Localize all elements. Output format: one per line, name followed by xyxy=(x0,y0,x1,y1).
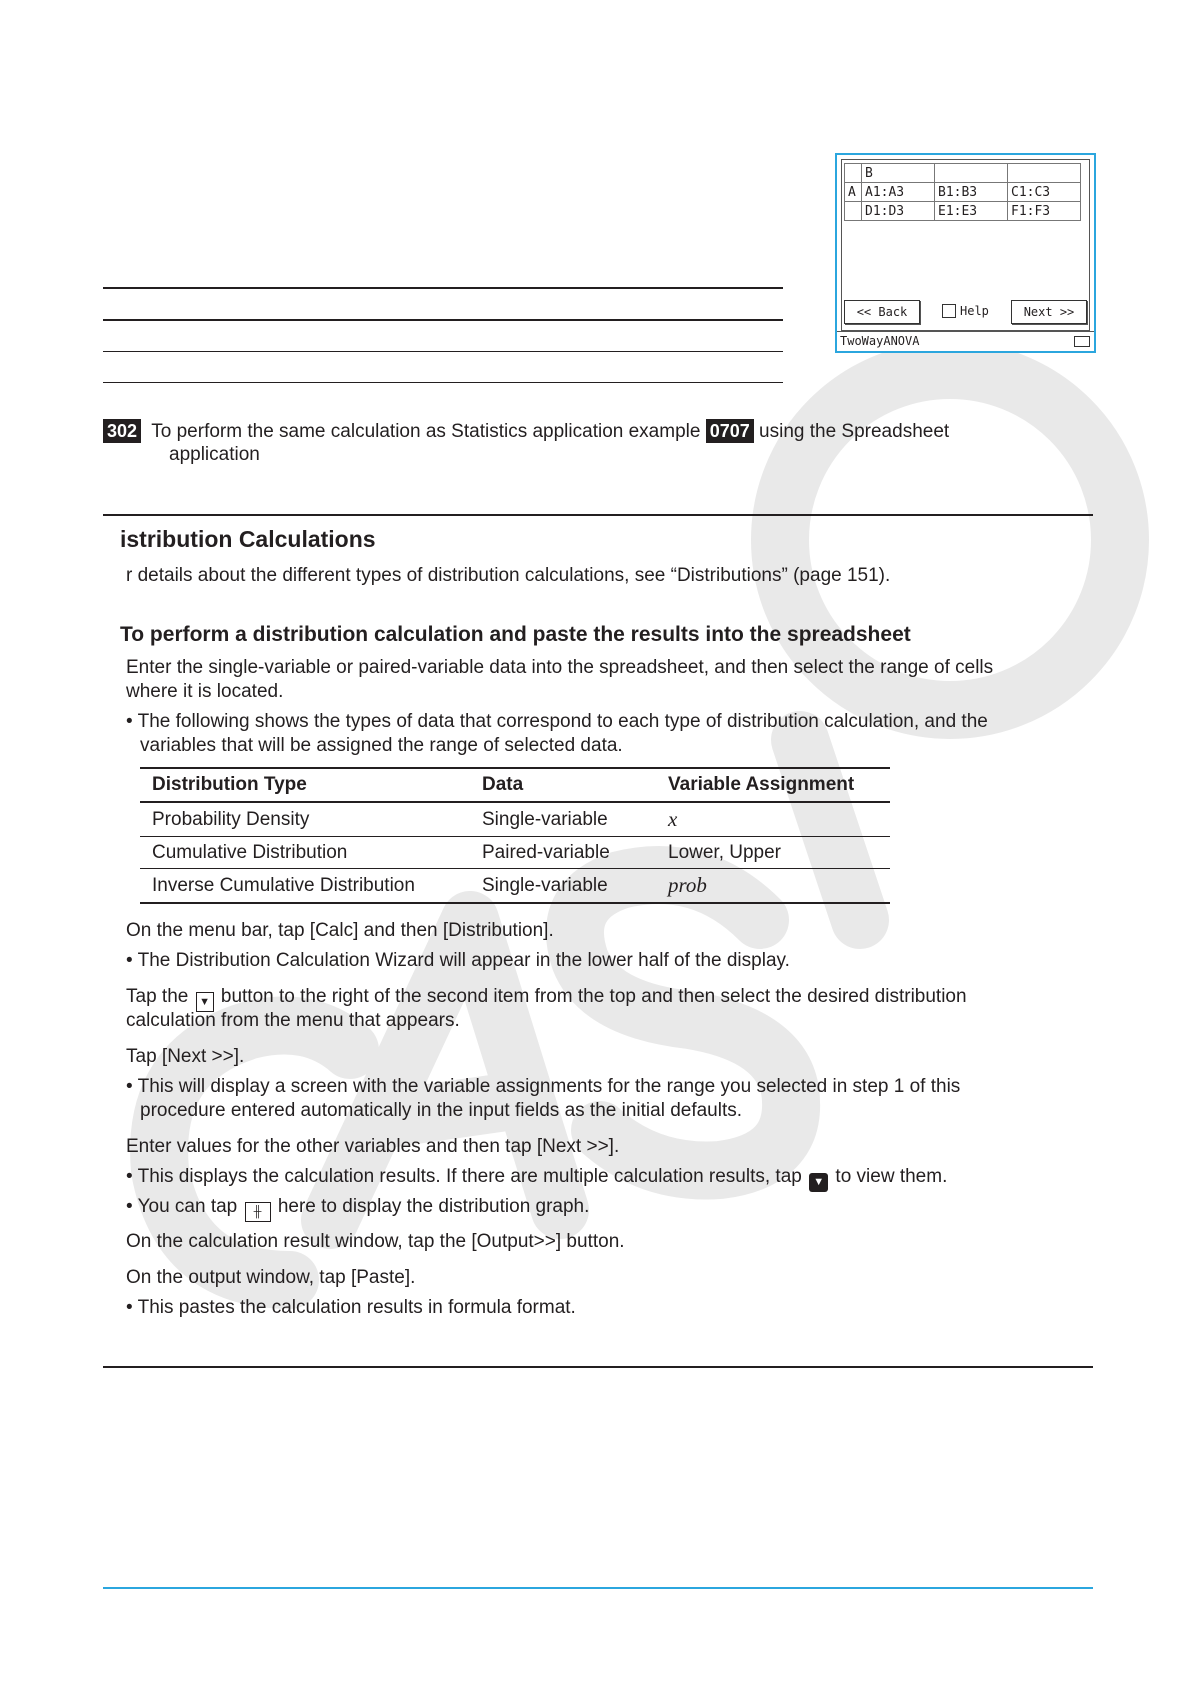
example-ref-badge: 0707 xyxy=(706,419,754,443)
status-bar xyxy=(837,331,1094,351)
wizard-panel xyxy=(841,159,1090,331)
step-5-bullet-2-after: here to display the distribution graph. xyxy=(277,1196,590,1217)
dropdown-arrow-icon: ▼ xyxy=(196,992,214,1012)
grid-cell[interactable]: F1:F3 xyxy=(1008,202,1081,221)
grid-header-d xyxy=(1008,164,1081,183)
table-header: Variable Assignment xyxy=(656,768,890,802)
table-row xyxy=(140,837,890,869)
table-cell: Inverse Cumulative Distribution xyxy=(140,869,470,904)
example-text: To perform the same calculation as Statistics application example xyxy=(151,421,701,442)
divider xyxy=(103,382,783,383)
section-end-divider xyxy=(103,1366,1093,1368)
back-button[interactable]: << Back xyxy=(844,300,920,324)
table-row xyxy=(140,802,890,837)
step-1-text: Enter the single-variable or paired-variable data into the spreadsheet, and then select the range of cells xyxy=(126,657,994,678)
battery-icon xyxy=(1074,336,1090,347)
step-7-text: On the output window, tap [Paste]. xyxy=(126,1267,416,1288)
table-header: Data xyxy=(470,768,656,802)
grid-cell[interactable]: D1:D3 xyxy=(862,202,935,221)
table-cell: Cumulative Distribution xyxy=(140,837,470,869)
step-2-text: On the menu bar, tap [Calc] and then [Distribution]. xyxy=(126,920,554,941)
step-4-text: Tap [Next >>]. xyxy=(126,1046,245,1067)
step-3-text-after: button to the right of the second item from the top and then select the desired distribution xyxy=(220,986,967,1007)
scroll-down-icon: ▼ xyxy=(809,1173,828,1192)
graph-icon: ╫ xyxy=(245,1202,271,1222)
table-cell: Lower, Upper xyxy=(656,837,890,869)
table-cell: Single-variable xyxy=(470,869,656,904)
step-2-bullet: • The Distribution Calculation Wizard will appear in the lower half of the display. xyxy=(126,950,790,971)
step-1-bullet-line2: variables that will be assigned the range of selected data. xyxy=(140,735,623,756)
next-button[interactable]: Next >> xyxy=(1011,300,1087,324)
example-badge: 302 xyxy=(103,419,141,443)
section-divider xyxy=(103,514,1093,516)
step-1-text-line2: where it is located. xyxy=(126,681,284,702)
table-row xyxy=(140,869,890,904)
step-5-text: Enter values for the other variables and then tap [Next >>]. xyxy=(126,1136,620,1157)
divider xyxy=(103,351,783,352)
step-4-bullet: • This will display a screen with the variable assignments for the range you selected in step 1 of this xyxy=(126,1076,961,1097)
step-5-bullet-2 xyxy=(126,1195,589,1222)
divider xyxy=(103,319,783,321)
table-cell: x xyxy=(656,802,890,837)
help-label: Help xyxy=(960,304,989,318)
step-5-bullet-2-before: • You can tap xyxy=(126,1196,238,1217)
step-6-text: On the calculation result window, tap the [Output>>] button. xyxy=(126,1231,625,1252)
grid-header-c xyxy=(935,164,1008,183)
table-header-row xyxy=(140,768,890,802)
grid-row-label xyxy=(845,202,862,221)
section-title: istribution Calculations xyxy=(120,526,376,552)
procedure-title: To perform a distribution calculation and paste the results into the spreadsheet xyxy=(120,623,911,646)
table-header: Distribution Type xyxy=(140,768,470,802)
table-cell: Single-variable xyxy=(470,802,656,837)
table-cell: Probability Density xyxy=(140,802,470,837)
section-intro: r details about the different types of distribution calculations, see “Distributions” (page 151). xyxy=(126,565,891,586)
grid-cell[interactable]: C1:C3 xyxy=(1008,183,1081,202)
grid-header-b: B xyxy=(862,164,935,183)
calculator-screen xyxy=(835,153,1096,353)
grid-corner xyxy=(845,164,862,183)
example-text-after: using the Spreadsheet xyxy=(759,421,950,442)
divider xyxy=(103,287,783,289)
grid-cell[interactable]: E1:E3 xyxy=(935,202,1008,221)
grid-row-label: A xyxy=(845,183,862,202)
example-text-line2: application xyxy=(169,444,260,465)
example-reference xyxy=(103,419,949,444)
footer-rule xyxy=(103,1587,1093,1589)
step-5-bullet-1-before: • This displays the calculation results. If there are multiple calculation results, tap xyxy=(126,1166,802,1187)
distribution-table xyxy=(140,767,890,904)
table-cell: prob xyxy=(656,869,890,904)
checkbox-icon[interactable] xyxy=(942,304,956,318)
step-7-bullet: • This pastes the calculation results in formula format. xyxy=(126,1297,576,1318)
step-4-bullet-line2: procedure entered automatically in the input fields as the initial defaults. xyxy=(140,1100,743,1121)
cell-range-grid xyxy=(844,163,1081,221)
step-5-bullet-1-after: to view them. xyxy=(835,1166,948,1187)
step-3-text-line2: calculation from the menu that appears. xyxy=(126,1010,460,1031)
status-app-name: TwoWayANOVA xyxy=(840,334,920,348)
step-3-text xyxy=(126,985,967,1012)
step-5-bullet-1 xyxy=(126,1165,947,1192)
grid-cell[interactable]: B1:B3 xyxy=(935,183,1008,202)
grid-cell[interactable]: A1:A3 xyxy=(862,183,935,202)
table-cell: Paired-variable xyxy=(470,837,656,869)
step-3-text-before: Tap the xyxy=(126,986,189,1007)
step-1-bullet: • The following shows the types of data that correspond to each type of distribution calculation, and the xyxy=(126,711,988,732)
